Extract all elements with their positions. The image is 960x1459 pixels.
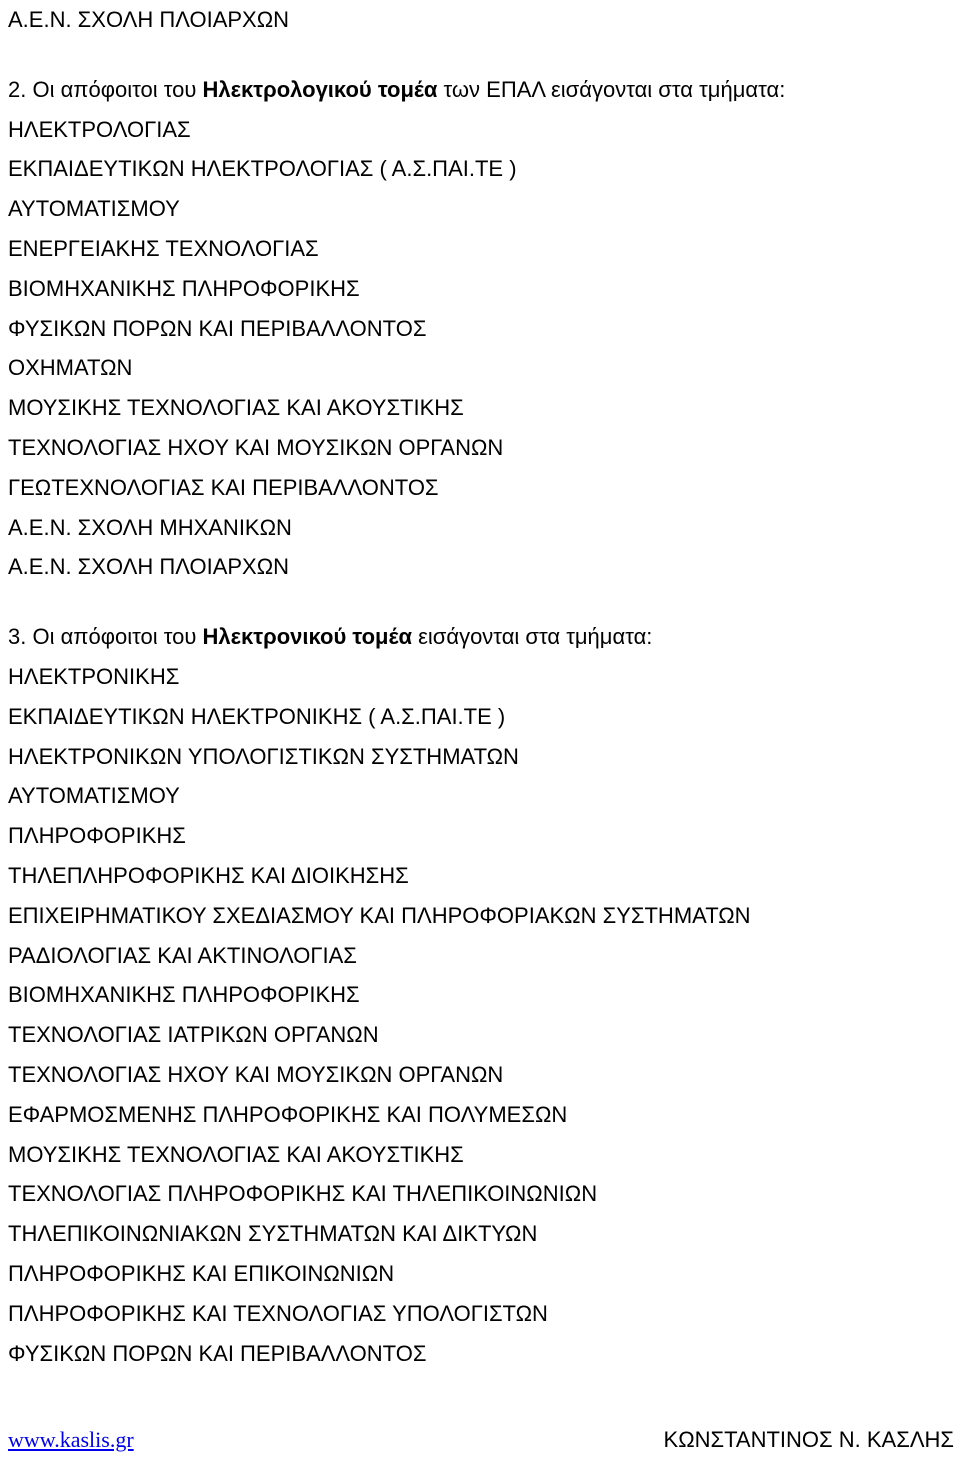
section3-intro-bold: Ηλεκτρονικού τομέα (202, 624, 412, 650)
list-item: ΤΕΧΝΟΛΟΓΙΑΣ ΙΑΤΡΙΚΩΝ ΟΡΓΑΝΩΝ (8, 1022, 379, 1048)
list-item: Α.Ε.Ν. ΣΧΟΛΗ ΠΛΟΙΑΡΧΩΝ (8, 554, 290, 580)
list-item: Α.Ε.Ν. ΣΧΟΛΗ ΜΗΧΑΝΙΚΩΝ (8, 514, 292, 540)
author-name: ΚΩΝΣΤΑΝΤΙΝΟΣ Ν. ΚΑΣΛΗΣ (663, 1427, 954, 1452)
list-item: ΦΥΣΙΚΩΝ ΠΟΡΩΝ ΚΑΙ ΠΕΡΙΒΑΛΛΟΝΤΟΣ (8, 315, 427, 341)
list-item: ΠΛΗΡΟΦΟΡΙΚΗΣ ΚΑΙ ΕΠΙΚΟΙΝΩΝΙΩΝ (8, 1260, 395, 1286)
list-item: ΗΛΕΚΤΡΟΛΟΓΙΑΣ (8, 116, 191, 142)
list-item: ΓΕΩΤΕΧΝΟΛΟΓΙΑΣ ΚΑΙ ΠΕΡΙΒΑΛΛΟΝΤΟΣ (8, 474, 439, 500)
list-item: ΤΗΛΕΠΙΚΟΙΝΩΝΙΑΚΩΝ ΣΥΣΤΗΜΑΤΩΝ ΚΑΙ ΔΙΚΤΥΩΝ (8, 1221, 538, 1247)
list-item: ΕΠΙΧΕΙΡΗΜΑΤΙΚΟΥ ΣΧΕΔΙΑΣΜΟΥ ΚΑΙ ΠΛΗΡΟΦΟΡΙΑΚΩΝ ΣΥΣΤΗΜΑΤΩΝ (8, 902, 751, 928)
section-gap (8, 587, 952, 617)
section3-intro-suffix: εισάγονται στα τμήματα: (411, 624, 653, 650)
list-item: ΕΝΕΡΓΕΙΑΚΗΣ ΤΕΧΝΟΛΟΓΙΑΣ (8, 235, 319, 261)
section3-intro-prefix: 3. Οι απόφοιτοι του (8, 624, 203, 650)
section2-intro-bold: Ηλεκτρολογικού τομέα (202, 76, 438, 102)
list-item: ΒΙΟΜΗΧΑΝΙΚΗΣ ΠΛΗΡΟΦΟΡΙΚΗΣ (8, 275, 360, 301)
list-item: ΕΚΠΑΙΔΕΥΤΙΚΩΝ ΗΛΕΚΤΡΟΛΟΓΙΑΣ ( Α.Σ.ΠΑΙ.ΤΕ ) (8, 156, 517, 182)
list-item: ΤΕΧΝΟΛΟΓΙΑΣ ΠΛΗΡΟΦΟΡΙΚΗΣ ΚΑΙ ΤΗΛΕΠΙΚΟΙΝΩΝΙΩΝ (8, 1181, 598, 1207)
list-item: ΟΧΗΜΑΤΩΝ (8, 355, 133, 381)
section2-intro-suffix: των ΕΠΑΛ εισάγονται στα τμήματα: (437, 76, 786, 102)
section3-intro (8, 617, 952, 657)
list-item: ΑΥΤΟΜΑΤΙΣΜΟΥ (8, 783, 180, 809)
list-item: ΠΛΗΡΟΦΟΡΙΚΗΣ ΚΑΙ ΤΕΧΝΟΛΟΓΙΑΣ ΥΠΟΛΟΓΙΣΤΩΝ (8, 1300, 548, 1326)
list-item: ΗΛΕΚΤΡΟΝΙΚΩΝ ΥΠΟΛΟΓΙΣΤΙΚΩΝ ΣΥΣΤΗΜΑΤΩΝ (8, 743, 519, 769)
page-footer (8, 1421, 954, 1459)
list-item: ΦΥΣΙΚΩΝ ΠΟΡΩΝ ΚΑΙ ΠΕΡΙΒΑΛΛΟΝΤΟΣ (8, 1340, 427, 1366)
section2-intro-prefix: 2. Οι απόφοιτοι του (8, 76, 203, 102)
website-link[interactable]: www.kaslis.gr (8, 1427, 134, 1452)
list-item: ΡΑΔΙΟΛΟΓΙΑΣ ΚΑΙ ΑΚΤΙΝΟΛΟΓΙΑΣ (8, 942, 357, 968)
list-item: ΕΚΠΑΙΔΕΥΤΙΚΩΝ ΗΛΕΚΤΡΟΝΙΚΗΣ ( Α.Σ.ΠΑΙ.ΤΕ ) (8, 703, 506, 729)
list-item: ΤΕΧΝΟΛΟΓΙΑΣ ΗΧΟΥ ΚΑΙ ΜΟΥΣΙΚΩΝ ΟΡΓΑΝΩΝ (8, 434, 504, 460)
list-item: ΜΟΥΣΙΚΗΣ ΤΕΧΝΟΛΟΓΙΑΣ ΚΑΙ ΑΚΟΥΣΤΙΚΗΣ (8, 395, 464, 421)
list-item: ΑΥΤΟΜΑΤΙΣΜΟΥ (8, 196, 180, 222)
list-item: ΤΕΧΝΟΛΟΓΙΑΣ ΗΧΟΥ ΚΑΙ ΜΟΥΣΙΚΩΝ ΟΡΓΑΝΩΝ (8, 1061, 504, 1087)
list-item: ΒΙΟΜΗΧΑΝΙΚΗΣ ΠΛΗΡΟΦΟΡΙΚΗΣ (8, 982, 360, 1008)
list-item: ΜΟΥΣΙΚΗΣ ΤΕΧΝΟΛΟΓΙΑΣ ΚΑΙ ΑΚΟΥΣΤΙΚΗΣ (8, 1141, 464, 1167)
list-item: ΠΛΗΡΟΦΟΡΙΚΗΣ (8, 823, 186, 849)
list-item: ΤΗΛΕΠΛΗΡΟΦΟΡΙΚΗΣ ΚΑΙ ΔΙΟΙΚΗΣΗΣ (8, 862, 409, 888)
section-gap (8, 40, 952, 70)
document-page (8, 0, 952, 1373)
section2-intro (8, 70, 952, 110)
top-line: Α.Ε.Ν. ΣΧΟΛΗ ΠΛΟΙΑΡΧΩΝ (8, 7, 290, 32)
list-item: ΕΦΑΡΜΟΣΜΕΝΗΣ ΠΛΗΡΟΦΟΡΙΚΗΣ ΚΑΙ ΠΟΛΥΜΕΣΩΝ (8, 1101, 568, 1127)
list-item: ΗΛΕΚΤΡΟΝΙΚΗΣ (8, 663, 180, 689)
